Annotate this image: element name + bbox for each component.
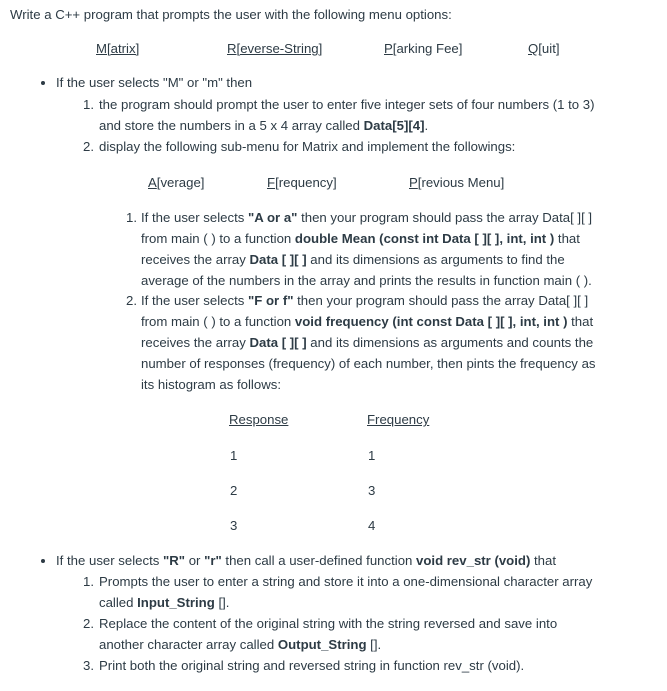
sub-item-2-line1: If the user selects "F or f" then your program should pass the array Data[ ][ ] xyxy=(141,293,589,308)
table-cell-frequency: 3 xyxy=(368,483,376,498)
table-cell-response: 2 xyxy=(230,483,238,498)
table-cell-response: 3 xyxy=(230,518,238,533)
menu-option-reverse-string: R[everse-String] xyxy=(227,41,323,56)
submenu-option-frequency: F[requency] xyxy=(267,175,337,190)
list-number: 3. xyxy=(83,658,94,673)
submenu-option-previous-menu: P[revious Menu] xyxy=(409,175,505,190)
list-number: 2. xyxy=(83,616,94,631)
table-cell-frequency: 4 xyxy=(368,518,376,533)
list-number: 2. xyxy=(83,139,94,154)
bullet-dot xyxy=(41,81,45,85)
sub-item-1-line1: If the user selects "A or a" then your program should pass the array Data[ ][ ] xyxy=(141,210,593,225)
menu-option-matrix: M[atrix] xyxy=(96,41,140,56)
reverse-item-1-line2: called Input_String []. xyxy=(99,595,230,610)
table-cell-frequency: 1 xyxy=(368,448,376,463)
reverse-item-3-line1: Print both the original string and reversed string in function rev_str (void). xyxy=(99,658,525,673)
menu-option-parking-fee: P[arking Fee] xyxy=(384,41,463,56)
table-header-response: Response xyxy=(229,412,289,427)
reverse-item-2-line1: Replace the content of the original string with the string reversed and save into xyxy=(99,616,558,631)
reverse-item-2-line2: another character array called Output_String []. xyxy=(99,637,382,652)
bullet-reverse-text: If the user selects "R" or "r" then call a user-defined function void rev_str (void) that xyxy=(56,553,557,568)
list-number: 1. xyxy=(83,97,94,112)
matrix-item-2-line1: display the following sub-menu for Matrix and implement the followings: xyxy=(99,139,516,154)
sub-item-1-line2: from main ( ) to a function double Mean (const int Data [ ][ ], int, int ) that xyxy=(141,231,580,246)
table-header-frequency: Frequency xyxy=(367,412,430,427)
submenu-option-average: A[verage] xyxy=(148,175,205,190)
reverse-item-1-line1: Prompts the user to enter a string and store it into a one-dimensional character array xyxy=(99,574,593,589)
sub-item-2-line3: receives the array Data [ ][ ] and its dimensions as arguments and counts the xyxy=(141,335,594,350)
matrix-item-1-line2: and store the numbers in a 5 x 4 array called Data[5][4]. xyxy=(99,118,429,133)
list-number: 1. xyxy=(83,574,94,589)
list-number: 1. xyxy=(126,210,137,225)
sub-item-1-line3: receives the array Data [ ][ ] and its dimensions as arguments to find the xyxy=(141,252,565,267)
sub-item-2-line5: its histogram as follows: xyxy=(141,377,281,392)
menu-option-quit: Q[uit] xyxy=(528,41,560,56)
sub-item-2-line4: number of responses (frequency) of each number, then pints the frequency as xyxy=(141,356,596,371)
bullet-matrix-text: If the user selects "M" or "m" then xyxy=(56,75,253,90)
bullet-dot xyxy=(41,559,45,563)
list-number: 2. xyxy=(126,293,137,308)
table-cell-response: 1 xyxy=(230,448,238,463)
matrix-item-1-line1: the program should prompt the user to enter five integer sets of four numbers (1 to 3) xyxy=(99,97,595,112)
sub-item-1-line4: average of the numbers in the array and prints the results in function main ( ). xyxy=(141,273,592,288)
sub-item-2-line2: from main ( ) to a function void frequency (int const Data [ ][ ], int, int ) that xyxy=(141,314,594,329)
intro-text: Write a C++ program that prompts the user with the following menu options: xyxy=(10,7,452,22)
